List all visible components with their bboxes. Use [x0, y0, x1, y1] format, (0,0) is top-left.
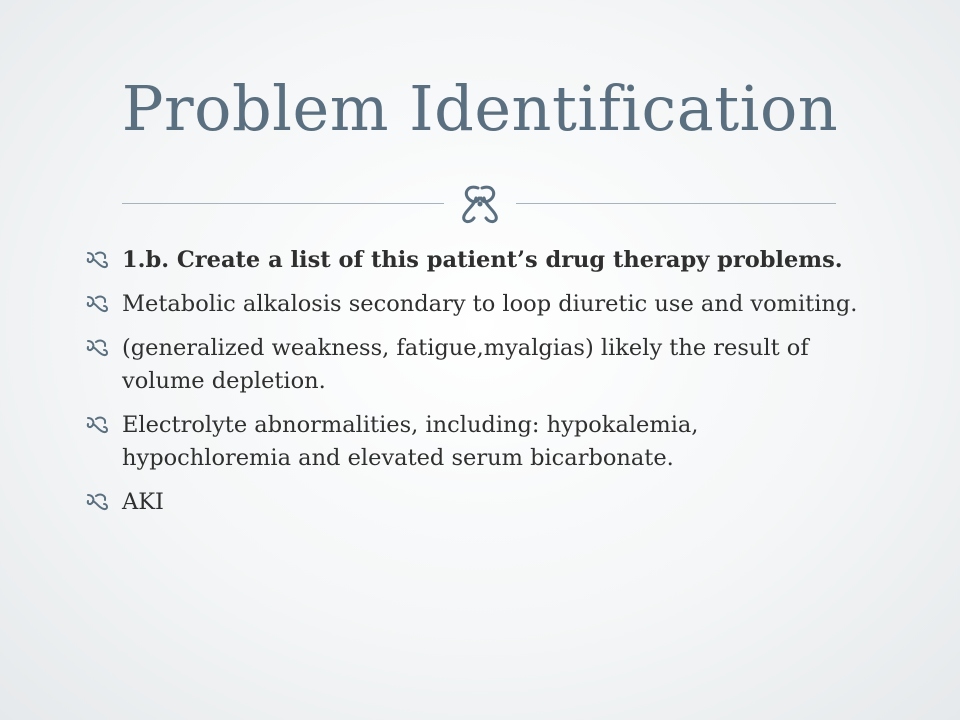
bullet-flourish-icon [84, 249, 110, 271]
title-divider-left [122, 203, 444, 204]
bullet-list [84, 244, 864, 530]
bullet-text: Electrolyte abnormalities, including: hypokalemia, hypochloremia and elevated serum bicarbonate. [122, 412, 699, 471]
bullet-text: 1.b. Create a list of this patient’s drug therapy problems. [122, 247, 843, 273]
list-item [84, 486, 864, 519]
bullet-flourish-icon [84, 491, 110, 513]
list-item [84, 244, 864, 277]
slide-title: Problem Identification [121, 72, 839, 145]
divider-flourish-icon [444, 180, 516, 226]
list-item [84, 409, 864, 475]
bullet-text: Metabolic alkalosis secondary to loop diuretic use and vomiting. [122, 291, 858, 317]
bullet-text: AKI [122, 489, 164, 515]
bullet-flourish-icon [84, 293, 110, 315]
bullet-flourish-icon [84, 337, 110, 359]
bullet-text: (generalized weakness, fatigue,myalgias) likely the result of volume depletion. [122, 335, 809, 394]
list-item [84, 288, 864, 321]
bullet-flourish-icon [84, 414, 110, 436]
title-divider-right [516, 203, 836, 204]
list-item [84, 332, 864, 398]
